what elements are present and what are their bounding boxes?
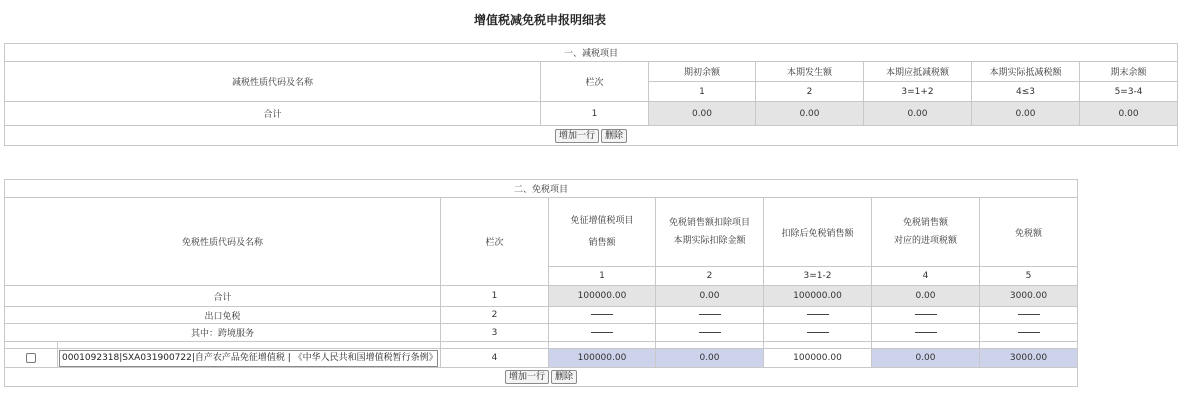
exemption-col-header-2-line1: 免税销售额扣除项目 <box>668 218 750 228</box>
reduction-col-number: 4≤3 <box>972 82 1080 102</box>
exemption-export-label: 出口免税 <box>5 307 441 324</box>
exemption-col-header-1-line1: 免征增值税项目 <box>570 216 634 226</box>
entry-row-no: 4 <box>441 349 549 368</box>
reduction-table <box>4 43 1178 146</box>
exemption-name-header: 免税性质代码及名称 <box>5 198 441 286</box>
reduction-total-value: 0.00 <box>864 102 972 126</box>
exemption-col-number: 3=1-2 <box>764 267 872 286</box>
exemption-col-header-1 <box>549 198 656 267</box>
exemption-total-row <box>5 286 1078 307</box>
reduction-total-value: 0.00 <box>972 102 1080 126</box>
reduction-row-header: 栏次 <box>541 62 649 102</box>
exemption-total-value: 100000.00 <box>764 286 872 307</box>
reduction-name-header: 减税性质代码及名称 <box>5 62 541 102</box>
reduction-col-number: 5=3-4 <box>1080 82 1178 102</box>
dash-mark <box>699 314 721 315</box>
exemption-col-number: 5 <box>980 267 1078 286</box>
spacer-cell <box>441 342 549 349</box>
exemption-crossborder-label: 其中：跨境服务 <box>5 324 441 342</box>
exemption-col-number: 1 <box>549 267 656 286</box>
entry-exempt-tax-amount[interactable]: 3000.00 <box>980 349 1078 368</box>
dash-mark <box>591 314 613 315</box>
dash-cell <box>980 307 1078 324</box>
dash-cell <box>764 324 872 342</box>
exemption-crossborder-row <box>5 324 1078 342</box>
entry-checkbox-cell <box>5 349 58 368</box>
entry-name-cell <box>58 349 441 368</box>
exemption-col-header-2-line2: 本期实际扣除金额 <box>673 236 746 246</box>
exemption-total-row-no: 1 <box>441 286 549 307</box>
dash-cell <box>872 307 980 324</box>
dash-mark <box>807 314 829 315</box>
spacer-cell <box>980 342 1078 349</box>
exemption-col-header-2 <box>656 198 764 267</box>
entry-input-tax-amount[interactable]: 0.00 <box>872 349 980 368</box>
reduction-delete-button[interactable]: 删除 <box>601 129 627 143</box>
exemption-col-header-3: 扣除后免税销售额 <box>764 198 872 267</box>
exemption-total-value: 0.00 <box>656 286 764 307</box>
dash-cell <box>549 307 656 324</box>
reduction-col-header: 期初余额 <box>649 62 756 82</box>
spacer-cell <box>656 342 764 349</box>
exemption-total-value: 0.00 <box>872 286 980 307</box>
entry-deduction-amount[interactable]: 0.00 <box>656 349 764 368</box>
spacer-cell <box>58 342 441 349</box>
exemption-col-header-4-line1: 免税销售额 <box>902 218 948 228</box>
reduction-add-row-button[interactable]: 增加一行 <box>555 129 599 143</box>
spacer-cell <box>872 342 980 349</box>
dash-mark <box>807 332 829 333</box>
reduction-col-number: 1 <box>649 82 756 102</box>
dash-cell <box>656 324 764 342</box>
spacer-cell <box>764 342 872 349</box>
exemption-col-number: 4 <box>872 267 980 286</box>
reduction-col-header: 本期应抵减税额 <box>864 62 972 82</box>
exemption-actions <box>5 368 1078 387</box>
entry-select-checkbox[interactable] <box>26 353 36 363</box>
reduction-col-header: 本期实际抵减税额 <box>972 62 1080 82</box>
reduction-total-row <box>5 102 1178 126</box>
exemption-section-title: 二、免税项目 <box>5 180 1078 198</box>
exemption-total-label: 合计 <box>5 286 441 307</box>
dash-mark <box>591 332 613 333</box>
dash-mark <box>699 332 721 333</box>
exemption-col-number: 2 <box>656 267 764 286</box>
spacer-cell <box>549 342 656 349</box>
exemption-export-row <box>5 307 1078 324</box>
exemption-entry-row <box>5 349 1078 368</box>
exemption-row-header: 栏次 <box>441 198 549 286</box>
reduction-col-header: 本期发生额 <box>756 62 864 82</box>
dash-cell <box>980 324 1078 342</box>
exemption-col-header-4-line2: 对应的进项税额 <box>893 236 957 246</box>
entry-sales-amount[interactable]: 100000.00 <box>549 349 656 368</box>
dash-mark <box>1018 332 1040 333</box>
exemption-col-header-5: 免税额 <box>980 198 1078 267</box>
dash-cell <box>764 307 872 324</box>
dash-cell <box>872 324 980 342</box>
page-title: 增值税减免税申报明细表 <box>473 13 606 27</box>
dash-cell <box>656 307 764 324</box>
exemption-total-value: 3000.00 <box>980 286 1078 307</box>
reduction-actions <box>5 126 1178 146</box>
reduction-col-number: 3=1+2 <box>864 82 972 102</box>
reduction-total-value: 0.00 <box>649 102 756 126</box>
entry-net-sales-amount: 100000.00 <box>764 349 872 368</box>
reduction-col-header: 期末余额 <box>1080 62 1178 82</box>
exemption-col-header-4 <box>872 198 980 267</box>
exemption-delete-button[interactable]: 删除 <box>551 370 577 384</box>
dash-mark <box>915 314 937 315</box>
spacer-cell <box>5 342 58 349</box>
exemption-crossborder-row-no: 3 <box>441 324 549 342</box>
reduction-total-label: 合计 <box>5 102 541 126</box>
dash-mark <box>915 332 937 333</box>
reduction-col-number: 2 <box>756 82 864 102</box>
dash-cell <box>549 324 656 342</box>
exemption-table <box>4 179 1078 387</box>
reduction-section-title: 一、减税项目 <box>5 44 1178 62</box>
exemption-total-value: 100000.00 <box>549 286 656 307</box>
dash-mark <box>1018 314 1040 315</box>
reduction-total-row-no: 1 <box>541 102 649 126</box>
reduction-total-value: 0.00 <box>756 102 864 126</box>
exemption-export-row-no: 2 <box>441 307 549 324</box>
reduction-total-value: 0.00 <box>1080 102 1178 126</box>
exemption-add-row-button[interactable]: 增加一行 <box>505 370 549 384</box>
exemption-code-name-field[interactable]: 0001092318|SXA031900722|自产农产品免征增值税 | 《中华人民共和国增值税暂行条例》 <box>59 350 438 367</box>
exemption-col-header-1-line2: 销售额 <box>588 238 616 248</box>
